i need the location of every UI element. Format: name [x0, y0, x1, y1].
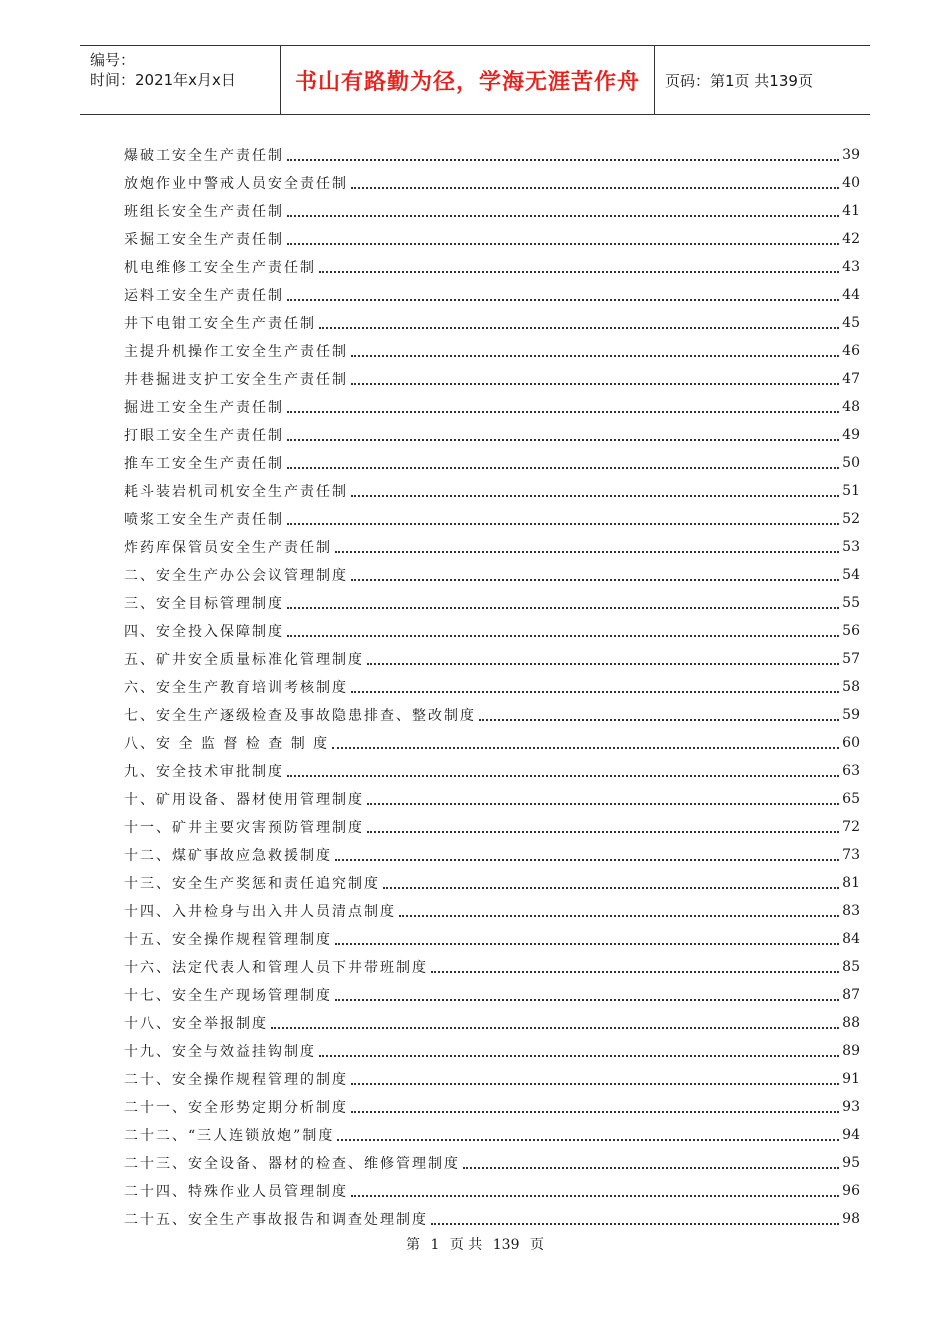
toc-entry[interactable] — [124, 1177, 860, 1205]
toc-dot-leader — [287, 159, 839, 161]
toc-dot-leader — [367, 803, 839, 805]
toc-entry-title: 四、安全投入保障制度 — [124, 624, 284, 640]
header-motto: 书山有路勤为径，学海无涯苦作舟 — [281, 46, 655, 114]
footer-middle: 页 共 — [449, 1237, 483, 1253]
toc-entry-page: 50 — [842, 455, 860, 471]
toc-entry[interactable] — [124, 533, 860, 561]
toc-dot-leader — [287, 467, 839, 469]
toc-dot-leader — [319, 1055, 839, 1057]
toc-entry-page: 63 — [842, 763, 860, 779]
toc-entry[interactable] — [124, 757, 860, 785]
toc-entry[interactable] — [124, 981, 860, 1009]
toc-entry-page: 42 — [842, 231, 860, 247]
toc-dot-leader — [271, 1027, 839, 1029]
toc-entry[interactable] — [124, 197, 860, 225]
toc-entry-page: 45 — [842, 315, 860, 331]
toc-entry[interactable] — [124, 449, 860, 477]
toc-dot-leader — [287, 215, 839, 217]
toc-entry-title: 井下电钳工安全生产责任制 — [124, 316, 316, 332]
toc-dot-leader — [287, 299, 839, 301]
toc-entry-page: 95 — [842, 1155, 860, 1171]
toc-entry[interactable] — [124, 505, 860, 533]
toc-entry[interactable] — [124, 729, 860, 757]
toc-entry-title: 五、矿井安全质量标准化管理制度 — [124, 652, 364, 668]
toc-entry[interactable] — [124, 253, 860, 281]
toc-entry-title: 二十五、安全生产事故报告和调查处理制度 — [124, 1212, 428, 1228]
toc-entry-title: 炸药库保管员安全生产责任制 — [124, 540, 332, 556]
toc-entry[interactable] — [124, 617, 860, 645]
toc-dot-leader — [431, 1223, 839, 1225]
toc-entry-page: 41 — [842, 203, 860, 219]
toc-entry[interactable] — [124, 645, 860, 673]
toc-entry-title: 采掘工安全生产责任制 — [124, 232, 284, 248]
toc-entry-page: 39 — [842, 147, 860, 163]
toc-entry-title: 七、安全生产逐级检查及事故隐患排查、整改制度 — [124, 708, 476, 724]
header-page-info: 页码：第1页 共139页 — [665, 71, 813, 90]
toc-dot-leader — [351, 383, 839, 385]
toc-entry-page: 91 — [842, 1071, 860, 1087]
toc-entry-page: 93 — [842, 1099, 860, 1115]
toc-entry-title: 井巷掘进支护工安全生产责任制 — [124, 372, 348, 388]
toc-entry[interactable] — [124, 1037, 860, 1065]
toc-dot-leader — [367, 831, 839, 833]
toc-entry-page: 52 — [842, 511, 860, 527]
toc-entry-page: 72 — [842, 819, 860, 835]
footer-current-page: 1 — [430, 1237, 440, 1253]
toc-entry-title: 二十二、“三人连锁放炮”制度 — [124, 1128, 335, 1144]
toc-entry[interactable] — [124, 141, 860, 169]
toc-entry-title: 十五、安全操作规程管理制度 — [124, 932, 332, 948]
toc-entry-title: 耗斗装岩机司机安全生产责任制 — [124, 484, 348, 500]
toc-entry[interactable] — [124, 393, 860, 421]
toc-dot-leader — [431, 971, 839, 973]
footer-prefix: 第 — [406, 1237, 421, 1253]
toc-dot-leader — [351, 1111, 839, 1113]
toc-entry[interactable] — [124, 169, 860, 197]
toc-entry-page: 87 — [842, 987, 860, 1003]
toc-entry-page: 81 — [842, 875, 860, 891]
toc-entry-page: 51 — [842, 483, 860, 499]
toc-entry[interactable] — [124, 477, 860, 505]
toc-entry[interactable] — [124, 897, 860, 925]
toc-entry-page: 46 — [842, 343, 860, 359]
table-of-contents — [124, 141, 860, 1233]
toc-entry-title: 十一、矿井主要灾害预防管理制度 — [124, 820, 364, 836]
toc-entry-page: 48 — [842, 399, 860, 415]
toc-entry-page: 83 — [842, 903, 860, 919]
toc-dot-leader — [351, 691, 839, 693]
toc-entry[interactable] — [124, 1205, 860, 1233]
toc-dot-leader — [463, 1167, 839, 1169]
toc-dot-leader — [335, 999, 839, 1001]
toc-dot-leader — [399, 915, 839, 917]
toc-entry-page: 89 — [842, 1043, 860, 1059]
toc-dot-leader — [335, 551, 839, 553]
toc-dot-leader — [287, 607, 839, 609]
toc-dot-leader — [287, 523, 839, 525]
header-meta — [80, 46, 281, 114]
toc-dot-leader — [479, 719, 839, 721]
toc-entry-title: 八、安 全 监 督 检 查 制 度 — [124, 736, 330, 752]
toc-entry[interactable] — [124, 309, 860, 337]
toc-entry[interactable] — [124, 1093, 860, 1121]
toc-entry-title: 二、安全生产办公会议管理制度 — [124, 568, 348, 584]
toc-entry[interactable] — [124, 1009, 860, 1037]
toc-entry[interactable] — [124, 561, 860, 589]
toc-dot-leader — [287, 243, 839, 245]
toc-entry[interactable] — [124, 1065, 860, 1093]
footer-total-pages: 139 — [492, 1237, 520, 1253]
toc-entry-title: 运料工安全生产责任制 — [124, 288, 284, 304]
toc-entry[interactable] — [124, 953, 860, 981]
toc-entry[interactable] — [124, 673, 860, 701]
toc-entry-page: 84 — [842, 931, 860, 947]
toc-dot-leader — [319, 271, 839, 273]
toc-entry-title: 十、矿用设备、器材使用管理制度 — [124, 792, 364, 808]
toc-entry-page: 65 — [842, 791, 860, 807]
toc-entry-title: 二十、安全操作规程管理的制度 — [124, 1072, 348, 1088]
toc-entry-title: 六、安全生产教育培训考核制度 — [124, 680, 348, 696]
toc-entry-title: 二十一、安全形势定期分析制度 — [124, 1100, 348, 1116]
toc-entry[interactable] — [124, 1121, 860, 1149]
toc-entry-page: 85 — [842, 959, 860, 975]
toc-entry-title: 掘进工安全生产责任制 — [124, 400, 284, 416]
toc-dot-leader — [351, 579, 839, 581]
toc-dot-leader — [335, 943, 839, 945]
toc-entry-title: 班组长安全生产责任制 — [124, 204, 284, 220]
toc-entry-title: 爆破工安全生产责任制 — [124, 148, 284, 164]
toc-entry-title: 十六、法定代表人和管理人员下井带班制度 — [124, 960, 428, 976]
date-text: 时间：2021年x月x日 — [90, 71, 236, 89]
toc-entry[interactable] — [124, 925, 860, 953]
toc-dot-leader — [337, 1139, 839, 1141]
toc-entry-title: 九、安全技术审批制度 — [124, 764, 284, 780]
toc-entry[interactable] — [124, 701, 860, 729]
toc-entry[interactable] — [124, 365, 860, 393]
toc-entry-page: 54 — [842, 567, 860, 583]
toc-dot-leader — [319, 327, 839, 329]
toc-dot-leader — [351, 495, 839, 497]
toc-entry-page: 57 — [842, 651, 860, 667]
toc-entry-title: 十三、安全生产奖惩和责任追究制度 — [124, 876, 380, 892]
toc-entry-title: 打眼工安全生产责任制 — [124, 428, 284, 444]
toc-dot-leader — [351, 1083, 839, 1085]
toc-entry[interactable] — [124, 225, 860, 253]
toc-dot-leader — [351, 187, 839, 189]
toc-dot-leader — [367, 663, 839, 665]
toc-entry[interactable] — [124, 813, 860, 841]
toc-entry-title: 推车工安全生产责任制 — [124, 456, 284, 472]
footer-suffix: 页 — [529, 1237, 544, 1253]
toc-entry-page: 73 — [842, 847, 860, 863]
page-footer — [0, 1234, 950, 1254]
toc-entry-page: 58 — [842, 679, 860, 695]
toc-dot-leader — [287, 439, 839, 441]
toc-entry-title: 十八、安全举报制度 — [124, 1016, 268, 1032]
toc-entry[interactable] — [124, 841, 860, 869]
toc-entry[interactable] — [124, 869, 860, 897]
toc-entry-title: 喷浆工安全生产责任制 — [124, 512, 284, 528]
toc-entry-page: 47 — [842, 371, 860, 387]
toc-entry-title: 机电维修工安全生产责任制 — [124, 260, 316, 276]
toc-entry-title: 主提升机操作工安全生产责任制 — [124, 344, 348, 360]
toc-entry-page: 40 — [842, 175, 860, 191]
toc-dot-leader — [335, 859, 839, 861]
toc-entry-title: 二十四、特殊作业人员管理制度 — [124, 1184, 348, 1200]
toc-entry-page: 60 — [842, 735, 860, 751]
toc-dot-leader — [287, 775, 839, 777]
toc-entry[interactable] — [124, 421, 860, 449]
toc-entry-page: 94 — [842, 1127, 860, 1143]
toc-dot-leader — [287, 635, 839, 637]
toc-entry-page: 98 — [842, 1211, 860, 1227]
toc-dot-leader — [287, 411, 839, 413]
toc-entry-title: 十七、安全生产现场管理制度 — [124, 988, 332, 1004]
toc-entry-page: 88 — [842, 1015, 860, 1031]
toc-entry-page: 43 — [842, 259, 860, 275]
toc-entry-page: 59 — [842, 707, 860, 723]
toc-entry[interactable] — [124, 785, 860, 813]
toc-dot-leader — [332, 747, 839, 749]
page-header — [80, 45, 870, 115]
toc-entry-title: 十四、入井检身与出入井人员清点制度 — [124, 904, 396, 920]
toc-entry-page: 49 — [842, 427, 860, 443]
toc-entry-page: 53 — [842, 539, 860, 555]
toc-entry[interactable] — [124, 337, 860, 365]
toc-entry-title: 放炮作业中警戒人员安全责任制 — [124, 176, 348, 192]
toc-entry-page: 55 — [842, 595, 860, 611]
toc-entry-title: 二十三、安全设备、器材的检查、维修管理制度 — [124, 1156, 460, 1172]
toc-entry-page: 96 — [842, 1183, 860, 1199]
toc-dot-leader — [351, 355, 839, 357]
toc-entry-page: 56 — [842, 623, 860, 639]
toc-entry-title: 三、安全目标管理制度 — [124, 596, 284, 612]
toc-entry[interactable] — [124, 589, 860, 617]
toc-entry-title: 十九、安全与效益挂钩制度 — [124, 1044, 316, 1060]
toc-dot-leader — [351, 1195, 839, 1197]
serial-label: 编号： — [90, 51, 136, 69]
toc-entry[interactable] — [124, 1149, 860, 1177]
toc-entry-title: 十二、煤矿事故应急救援制度 — [124, 848, 332, 864]
toc-dot-leader — [383, 887, 839, 889]
toc-entry[interactable] — [124, 281, 860, 309]
toc-entry-page: 44 — [842, 287, 860, 303]
